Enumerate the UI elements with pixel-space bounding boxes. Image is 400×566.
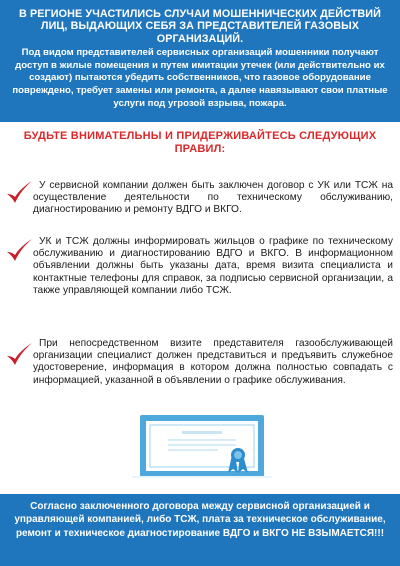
checkmark-icon [4, 340, 34, 370]
certificate-icon [132, 411, 272, 481]
warning-description: Под видом представителей сервисных организаций мошенники получают доступ в жилые помещения и путем имитации утечек (или действительно их создают) пытаются убедить собственников, что газовое оборудование повреждено, требует замены или ремонта, а далее навязывают свои платные услуги под угрозой взрыва, пожара. [12, 47, 388, 109]
rule-item [0, 334, 400, 414]
rule-text: УК и ТСЖ должны информировать жильцов о графике по техническому обслуживанию и диагностированию ВДГО и ВКГО. В информационном объявлении должны быть указаны дата, время визита специалиста и контактные телефоны для справок, за подписью сервисной организации, а также управляющей компании либо ТСЖ. [33, 236, 393, 296]
warning-headline: В РЕГИОНЕ УЧАСТИЛИСЬ СЛУЧАИ МОШЕННИЧЕСКИХ ДЕЙСТВИЙ ЛИЦ, ВЫДАЮЩИХ СЕБЯ ЗА ПРЕДСТАВИТЕЛЕЙ ГАЗОВЫХ ОРГАНИЗАЦИЙ. [18, 8, 382, 45]
attention-heading: БУДЬТЕ ВНИМАТЕЛЬНЫ И ПРИДЕРЖИВАЙТЕСЬ СЛЕДУЮЩИХ ПРАВИЛ: [23, 130, 377, 155]
rule-text: У сервисной компании должен быть заключен договор с УК или ТСЖ на осуществление деятельности по техническому обслуживанию, диагностированию и ремонту ВДГО и ВКГО. [33, 180, 393, 216]
rule-text: При непосредственном визите представителя газообслуживающей организации специалист должен представиться и предъявить служебное удостоверение, информация в котором должна полностью совпадать с информацией, указанной в объявлении о графике обслуживания. [33, 338, 393, 386]
top-banner [0, 0, 400, 122]
bottom-banner: Согласно заключенного договора между сервисной организацией и управляющей компанией, либо ТСЖ, плата за техническое обслуживание, ремонт и техническое диагностирование ВДГО и ВКГО НЕ ВЗЫМАЕТСЯ!!! [0, 494, 400, 566]
checkmark-icon [4, 178, 34, 208]
checkmark-icon [4, 236, 34, 266]
rule-item [0, 232, 400, 312]
